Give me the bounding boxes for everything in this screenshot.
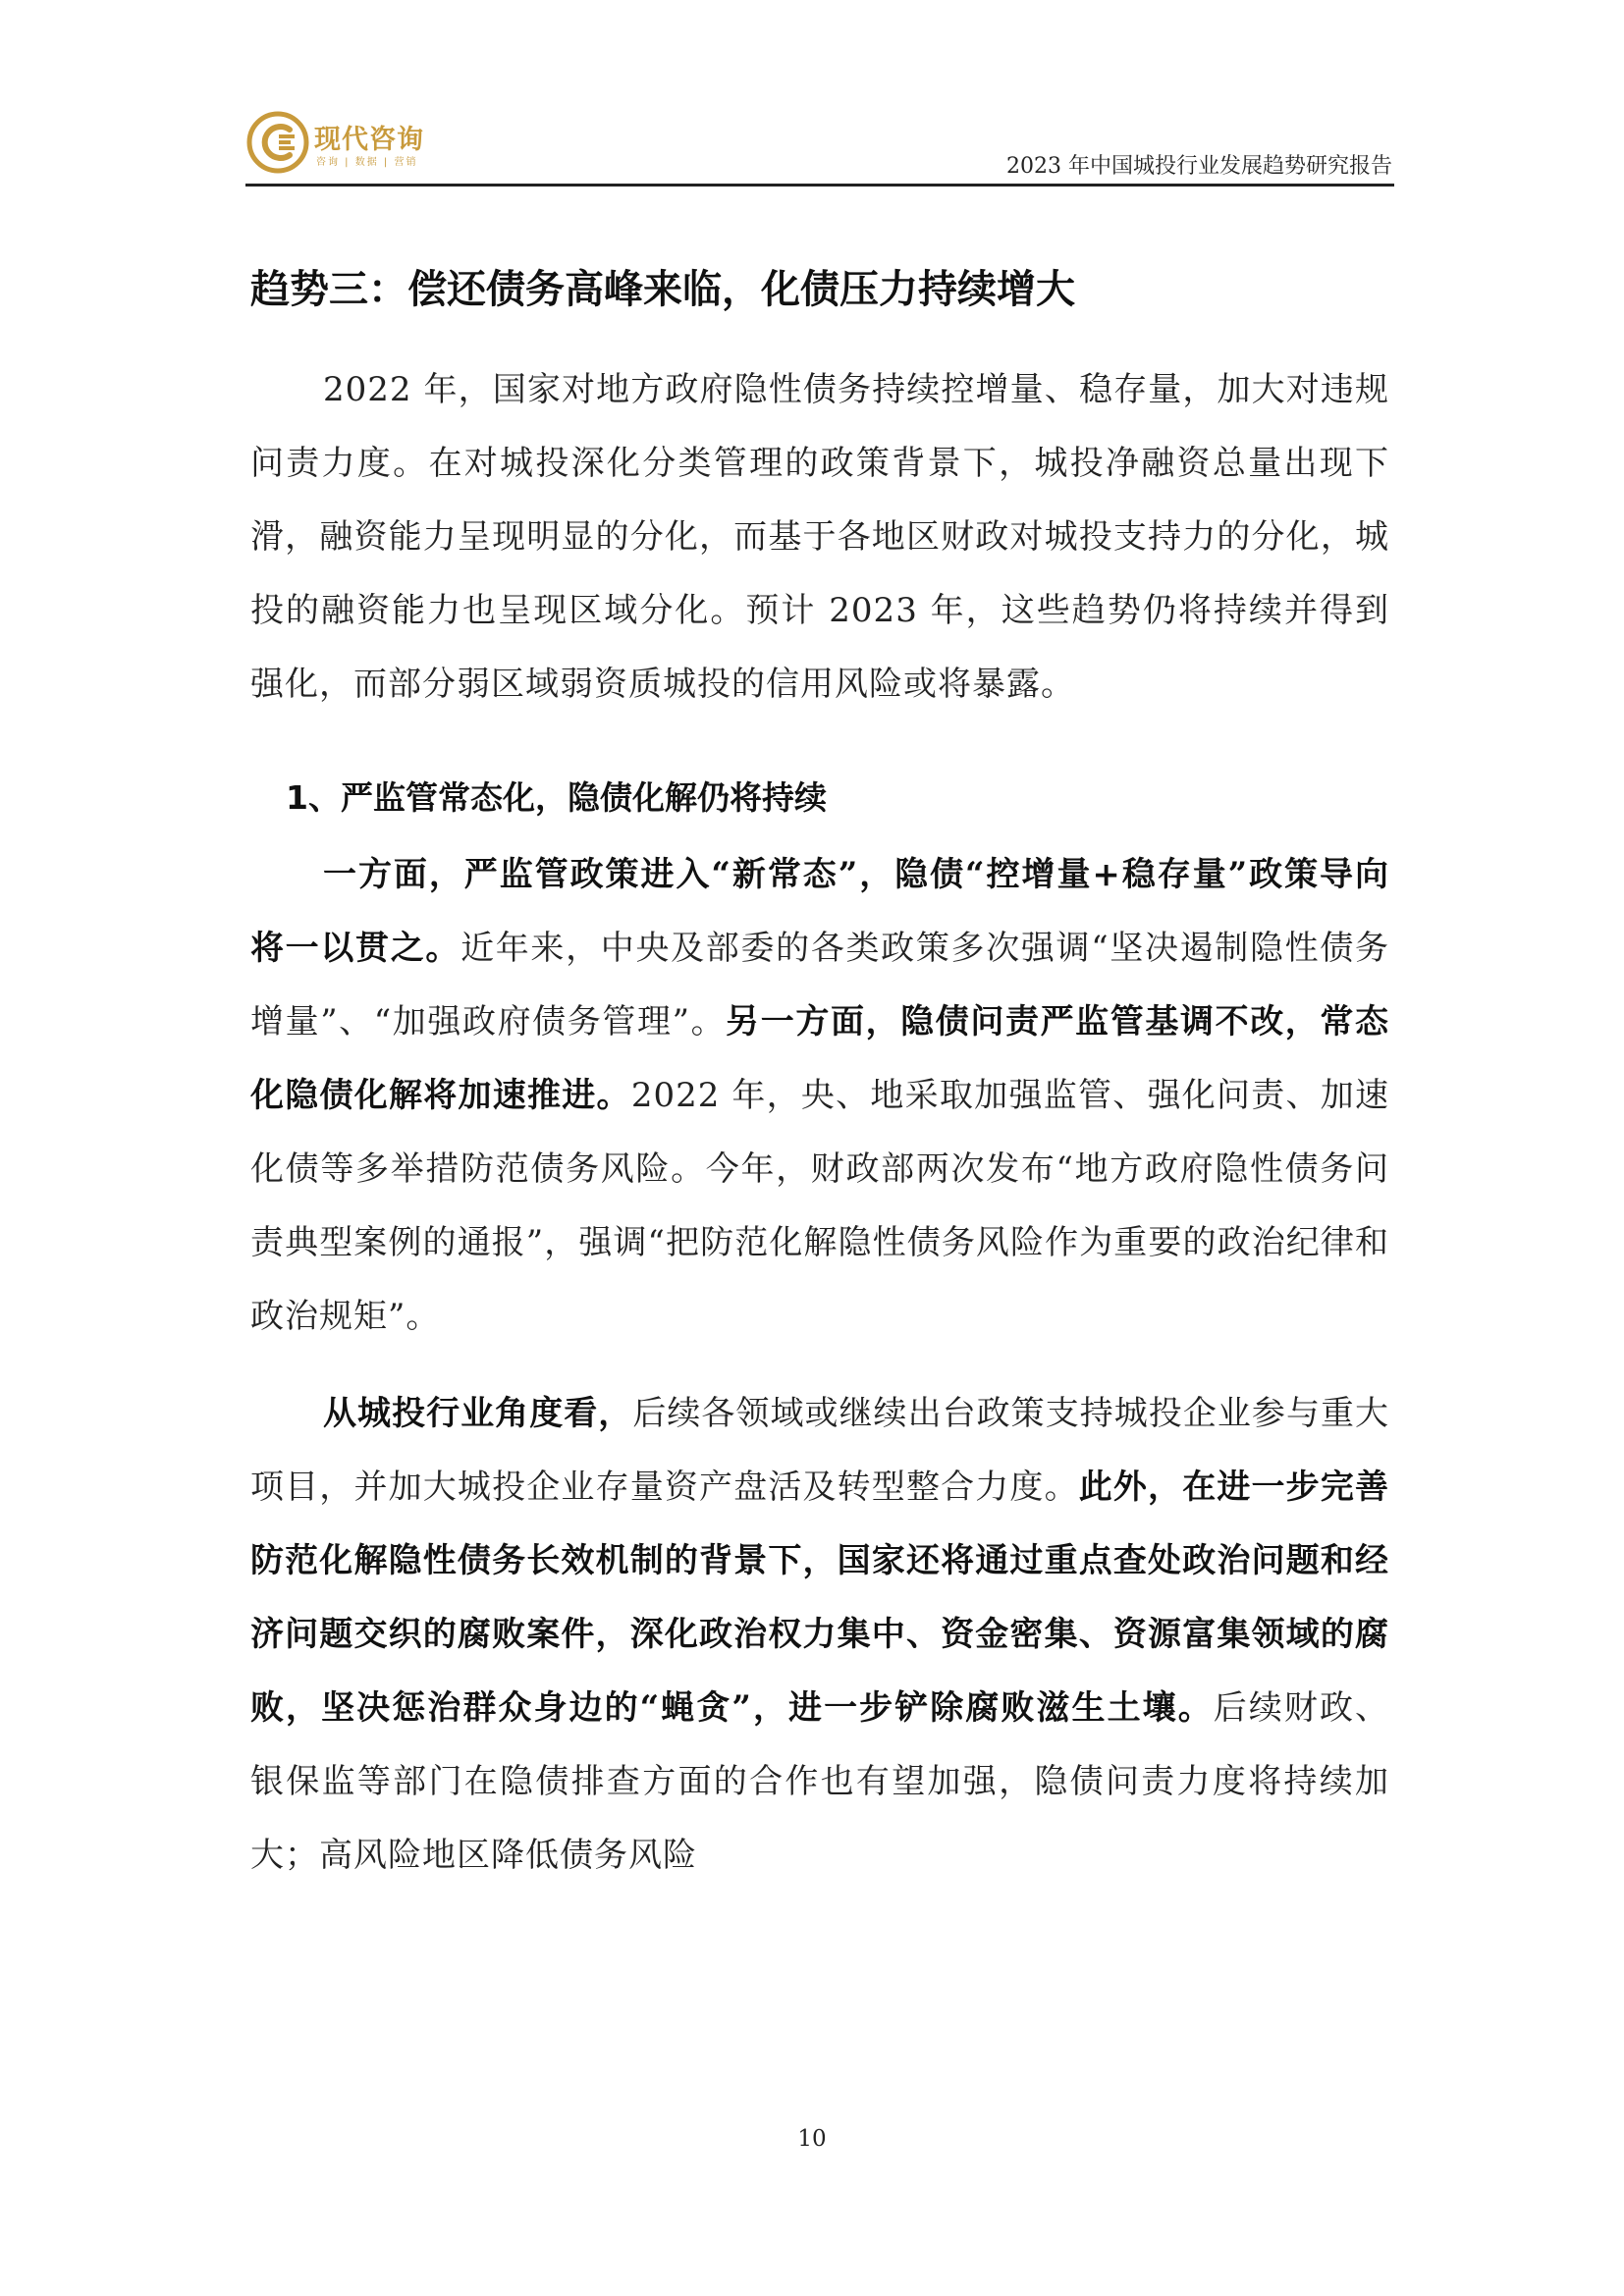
report-title: 2023 年中国城投行业发展趋势研究报告 <box>1006 154 1392 179</box>
policy-bold-1: 一方面，严监管政策进入“新常态”，隐债“控增量+稳存量”政策导向将一以贯之。 <box>250 855 1389 968</box>
policy-text-1: 近年来，中央及部委的各类政策多次强调“坚决遏制隐性债务增量”、“加强政府债务管理”。 <box>250 929 1389 1041</box>
policy-text-2: 2022 年，央、地采取加强监管、强化问责、加速化债等多举措防范债务风险。今年，财政部两次发布“地方政府隐性债务问责典型案例的通报”，强调“把防范化解隐性债务风险作为重要的政治纪律和政治规矩”。 <box>250 1076 1389 1336</box>
logo-mark-icon <box>245 110 310 175</box>
page-body <box>250 255 1389 1893</box>
industry-bold-2: 此外，在进一步完善防范化解隐性债务长效机制的背景下，国家还将通过重点查处政治问题和经济问题交织的腐败案件，深化政治权力集中、资金密集、资源富集领域的腐败，坚决惩治群众身边的“蝇贪”，进一步铲除腐败滋生土壤。 <box>250 1468 1389 1728</box>
section-title: 趋势三：偿还债务高峰来临，化债压力持续增大 <box>250 267 1075 312</box>
policy-paragraph <box>250 838 1389 1354</box>
page-number: 10 <box>797 2126 827 2152</box>
intro-paragraph: 2022 年，国家对地方政府隐性债务持续控增量、稳存量，加大对违规问责力度。在对城投深化分类管理的政策背景下，城投净融资总量出现下滑，融资能力呈现明显的分化，而基于各地区财政对城投支持力的分化，城投的融资能力也呈现区域分化。预计 2023 年，这些趋势仍将持续并得到强化，而部分弱区域弱资质城投的信用风险或将暴露。 <box>250 370 1389 704</box>
industry-bold-1: 从城投行业角度看， <box>323 1394 633 1433</box>
policy-bold-2: 另一方面，隐债问责严监管基调不改，常态化隐债化解将加速推进。 <box>250 1002 1389 1115</box>
logo-slogan: 咨询 | 数据 | 营销 <box>316 157 418 168</box>
header-divider <box>245 184 1394 187</box>
subsection-title: 1、严监管常态化，隐债化解仍将持续 <box>286 778 827 817</box>
industry-paragraph <box>250 1377 1389 1893</box>
industry-text-2: 后续财政、银保监等部门在隐债排查方面的合作也有望加强，隐债问责力度将持续加大；高风险地区降低债务风险 <box>250 1688 1389 1875</box>
logo-name: 现代咨询 <box>314 125 424 155</box>
company-logo <box>245 110 442 175</box>
industry-text-1: 后续各领域或继续出台政策支持城投企业参与重大项目，并加大城投企业存量资产盘活及转型整合力度。 <box>250 1394 1390 1507</box>
